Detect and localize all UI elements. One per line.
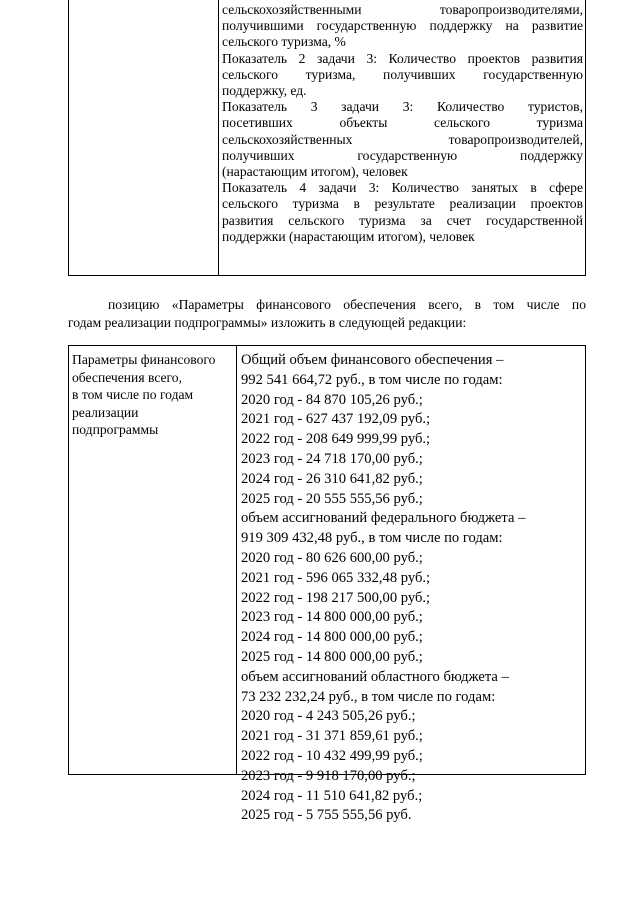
financing-line: 2025 год - 14 800 000,00 руб.; [241, 648, 423, 665]
financing-line: 73 232 232,24 руб., в том числе по годам: [241, 688, 496, 705]
indicator-line: Показатель 2 задачи 3: Количество проектов развития [222, 50, 583, 66]
financing-line: 2024 год - 14 800 000,00 руб.; [241, 629, 423, 646]
financing-line: 2024 год - 11 510 641,82 руб.; [241, 787, 423, 804]
financing-line: Общий объем финансового обеспечения – [241, 352, 504, 368]
financing-line: 2020 год - 84 870 105,26 руб.; [241, 391, 423, 408]
financing-line: 2022 год - 198 217 500,00 руб.; [241, 589, 431, 606]
financing-line: 2021 год - 596 065 332,48 руб.; [241, 569, 431, 586]
financing-line: 2025 год - 20 555 555,56 руб.; [241, 490, 423, 507]
indicator-line: получившими государственную поддержку на развитие [222, 18, 583, 34]
indicator-line: посетивших объекты сельского туризма [222, 115, 583, 131]
financing-line: 2022 год - 208 649 999,99 руб.; [241, 431, 431, 448]
financing-line: 2025 год - 5 755 555,56 руб. [241, 807, 412, 824]
indicator-line: сельскохозяйственных товаропроизводителей, [222, 131, 583, 147]
financing-line: 2023 год - 14 800 000,00 руб.; [241, 609, 423, 626]
indicator-line: Показатель 3 задачи 3: Количество туристов, [222, 99, 583, 115]
amendment-paragraph [68, 296, 586, 332]
indicator-line: получивших государственную поддержку [222, 147, 583, 163]
financing-label-cell [69, 346, 237, 774]
financing-line: 2020 год - 4 243 505,26 руб.; [241, 708, 416, 725]
indicator-line: развития сельского туризма за счет государственной [222, 212, 583, 228]
financing-line: 2023 год - 9 918 170,00 руб.; [241, 767, 416, 784]
indicators-value-cell [220, 0, 585, 275]
label-line: подпрограммы [72, 422, 159, 437]
label-line: Параметры финансового [72, 352, 216, 367]
financing-line: объем ассигнований областного бюджета – [241, 668, 509, 685]
label-line: в том числе по годам [72, 387, 194, 402]
financing-line: 992 541 664,72 руб., в том числе по годам: [241, 371, 503, 388]
indicator-line: сельского туризма, получивших государственную [222, 66, 583, 82]
financing-line: 2022 год - 10 432 499,99 руб.; [241, 747, 423, 764]
indicator-line: Показатель 4 задачи 3: Количество занятых в сфере [222, 180, 583, 196]
indicator-line: поддержки (нарастающим итогом), человек [222, 228, 475, 244]
financing-table [68, 345, 586, 824]
financing-line: 2021 год - 31 371 859,61 руб.; [241, 728, 423, 745]
paragraph-line: позицию «Параметры финансового обеспечения всего, в том числе по [108, 297, 586, 312]
financing-line: 2020 год - 80 626 600,00 руб.; [241, 549, 423, 566]
financing-values-cell [238, 346, 585, 824]
financing-line: 2023 год - 24 718 170,00 руб.; [241, 450, 423, 467]
label-line: реализации [72, 404, 139, 420]
paragraph-line: годам реализации подпрограммы» изложить в следующей редакции: [68, 315, 467, 330]
financing-line: 2024 год - 26 310 641,82 руб.; [241, 470, 423, 487]
financing-line: 919 309 432,48 руб., в том числе по годам: [241, 530, 503, 547]
label-line: обеспечения всего, [72, 369, 182, 385]
indicators-label-cell [69, 0, 219, 275]
financing-line: объем ассигнований федерального бюджета – [241, 510, 526, 527]
indicator-line: (нарастающим итогом), человек [222, 164, 408, 180]
indicator-line: сельского туризма, % [222, 34, 346, 50]
indicators-table-continuation [68, 0, 586, 276]
indicator-line: сельского туризма в результате реализации проектов [222, 196, 583, 212]
indicator-line: поддержку, ед. [222, 83, 307, 99]
indicator-line: сельскохозяйственными товаропроизводителями, [222, 2, 583, 17]
financing-line: 2021 год - 627 437 192,09 руб.; [241, 411, 431, 428]
